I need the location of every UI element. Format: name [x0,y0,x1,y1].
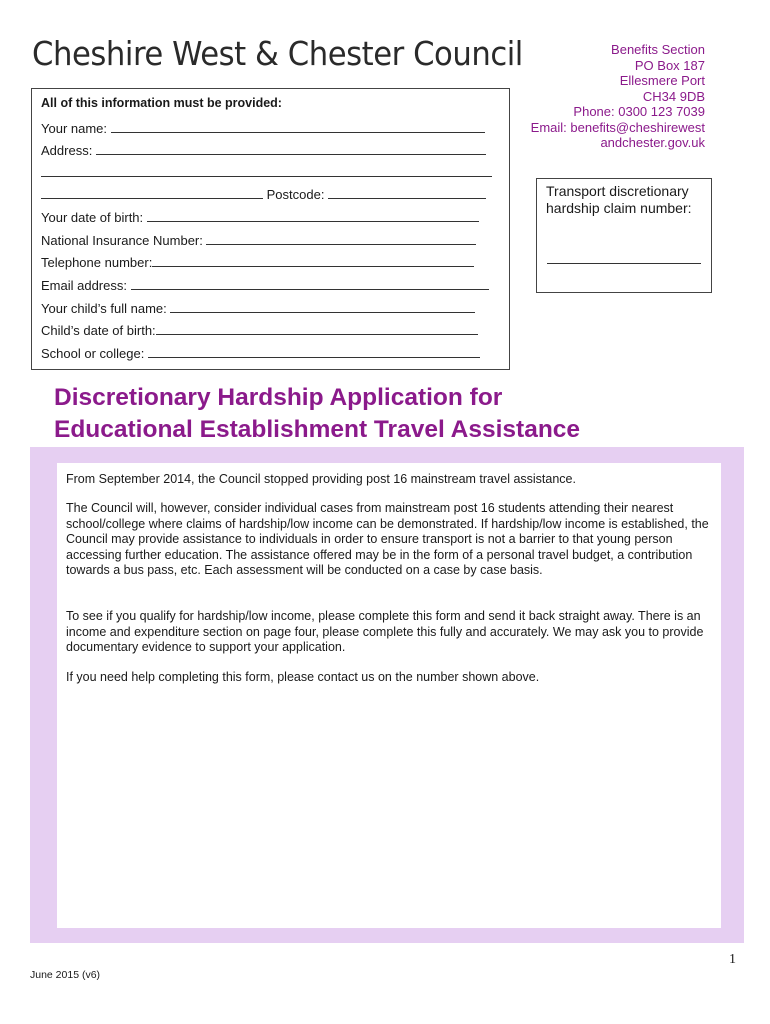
contact-phone: Phone: 0300 123 7039 [573,104,705,119]
telephone-field[interactable] [41,254,474,270]
dob-field[interactable] [41,209,479,225]
claim-number-label: Transport discretionary hardship claim number: [546,183,692,216]
address-line-2[interactable] [41,164,492,177]
postcode-line[interactable] [328,186,486,199]
school-line[interactable] [148,345,480,358]
school-field[interactable] [41,345,480,361]
help-paragraph: If you need help completing this form, please contact us on the number shown above. [66,670,540,684]
address-field-2[interactable] [41,164,492,180]
address-line-1[interactable] [96,142,486,155]
eligibility-paragraph: The Council will, however, consider individual cases from mainstream post 16 students attending their nearest school/college where claims of hardship/low income can be demonstrated. If hardship/low income is established, the Council may provide assistance to individuals in order to ensure transport is not a barrier to that young person accessing further education. The assistance offered may be in the form of a personal travel budget, a contribution towards a bus pass, etc. Each assessment will be conducted on a case by case basis. [66,501,709,577]
child-dob-line[interactable] [156,322,478,335]
contact-line: PO Box 187 [634,57,705,73]
child-dob-label: Child’s date of birth: [41,323,156,338]
claim-number-line[interactable] [547,263,701,264]
council-logo: Cheshire West & Chester Council [32,34,523,73]
form-title-line-2: Educational Establishment Travel Assistance [54,416,581,443]
contact-email[interactable]: Email: benefits@cheshirewest [530,119,705,135]
name-label: Your name: [41,121,111,136]
ni-label: National Insurance Number: [41,233,207,248]
info-panel-card [57,463,721,928]
address-field[interactable] [41,142,486,158]
ni-field[interactable] [41,232,476,248]
contact-address [531,42,705,151]
claim-number-box [536,178,712,293]
postcode-label: Postcode: [263,187,329,202]
contact-line: CH34 9DB [642,88,705,104]
contact-line: Benefits Section [611,42,705,57]
dob-label: Your date of birth: [41,210,147,225]
postcode-row[interactable] [41,186,486,202]
page-number: 1 [729,952,736,967]
child-name-field[interactable] [41,300,475,316]
ni-line[interactable] [206,232,476,245]
child-name-label: Your child’s full name: [41,301,171,316]
telephone-label: Telephone number: [41,255,153,270]
address-label: Address: [41,143,96,158]
child-dob-field[interactable] [41,322,478,338]
version-date: June 2015 (v6) [30,969,101,981]
form-title [54,382,580,446]
contact-email-cont[interactable]: andchester.gov.uk [600,135,705,150]
address-line-3[interactable] [41,186,263,199]
email-label: Email address: [41,278,131,293]
school-label: School or college: [41,346,148,361]
contact-line: Ellesmere Port [619,73,705,88]
dob-line[interactable] [147,209,479,222]
applicant-info-box [31,88,510,370]
form-title-line-1: Discretionary Hardship Application for [54,384,503,411]
name-field[interactable] [41,120,485,136]
telephone-line[interactable] [152,254,474,267]
email-field[interactable] [41,277,489,293]
info-heading: All of this information must be provided: [41,96,282,110]
email-line[interactable] [131,277,489,290]
child-name-line[interactable] [170,300,475,313]
name-line[interactable] [111,120,485,133]
intro-paragraph: From September 2014, the Council stopped providing post 16 mainstream travel assistance. [66,472,576,486]
qualify-paragraph: To see if you qualify for hardship/low income, please complete this form and send it back straight away. There is an income and expenditure section on page four, please complete this fully and accurately. We may ask you to provide documentary evidence to support your application. [66,609,704,654]
